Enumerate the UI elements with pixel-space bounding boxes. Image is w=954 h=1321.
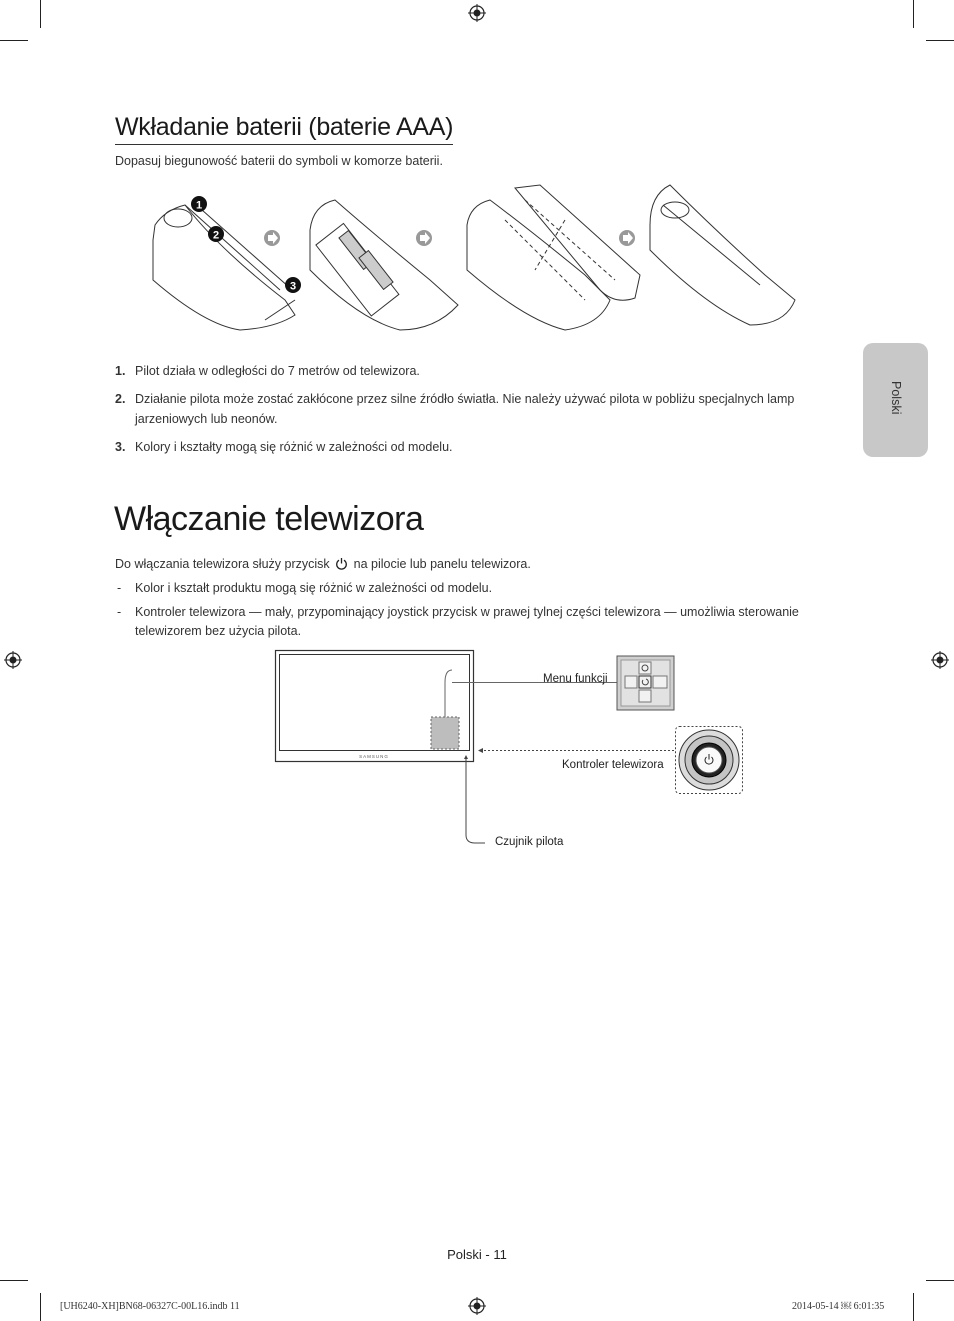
crop-mark [0,40,28,41]
power-intro: Do włączania telewizora służy przycisk na pilocie lub panelu telewizora. [115,557,531,571]
battery-section-title: Wkładanie baterii (baterie AAA) [115,113,453,145]
arrow-right-circle-icon [619,230,635,246]
print-timestamp: 2014-05-14 ￼ 6:01:35 [792,1301,885,1312]
list-item: 2. Działanie pilota może zostać zakłócone przez silne źródło światła. Nie należy używać pilota w pobliżu specjalnych lamp jarzeniowych lub neonów. [115,392,795,426]
crop-mark [40,1293,41,1321]
crop-mark [0,1280,28,1281]
battery-notes-list [115,361,835,465]
step-marker-1: 1 [195,199,203,212]
crop-mark [926,40,954,41]
page-number: Polski - 11 [447,1247,507,1262]
battery-intro: Dopasuj biegunowość baterii do symboli w komorze baterii. [115,154,443,168]
crop-mark [40,0,41,28]
list-item: 3. Kolory i kształty mogą się różnić w zależności od modelu. [115,440,453,454]
arrow-right-circle-icon [264,230,280,246]
crop-mark [913,1293,914,1321]
crop-mark [926,1280,954,1281]
list-item: - Kontroler telewizora — mały, przypominający joystick przycisk w prawej tylnej części telewizora — umożliwia sterowanie telewizorem bez użycia pilota. [117,605,799,638]
registration-mark-icon [4,651,22,669]
arrow-right-circle-icon [416,230,432,246]
file-slug: [UH6240-XH]BN68-06327C-00L16.indb 11 [60,1301,240,1312]
step-marker-3: 3 [289,280,297,293]
registration-mark-icon [468,1297,486,1315]
language-side-tab [863,343,928,457]
side-tab-label: Polski [889,381,903,415]
registration-mark-icon [931,651,949,669]
menu-function-label: Menu funkcji [543,673,608,685]
list-item: 1. Pilot działa w odległości do 7 metrów od telewizora. [115,364,420,378]
crop-mark [913,0,914,28]
step-marker-2: 2 [212,229,220,242]
battery-insertion-illustration [145,180,805,335]
remote-sensor-label: Czujnik pilota [495,836,564,848]
tv-brand-logo: SAMSUNG [359,754,389,759]
power-icon [335,557,348,570]
controller-label: Kontroler telewizora [562,759,664,771]
power-section-title: Włączanie telewizora [114,500,424,538]
list-item: - Kolor i kształt produktu mogą się różnić w zależności od modelu. [117,581,493,595]
registration-mark-icon [468,4,486,22]
tv-controller-diagram [270,645,750,855]
